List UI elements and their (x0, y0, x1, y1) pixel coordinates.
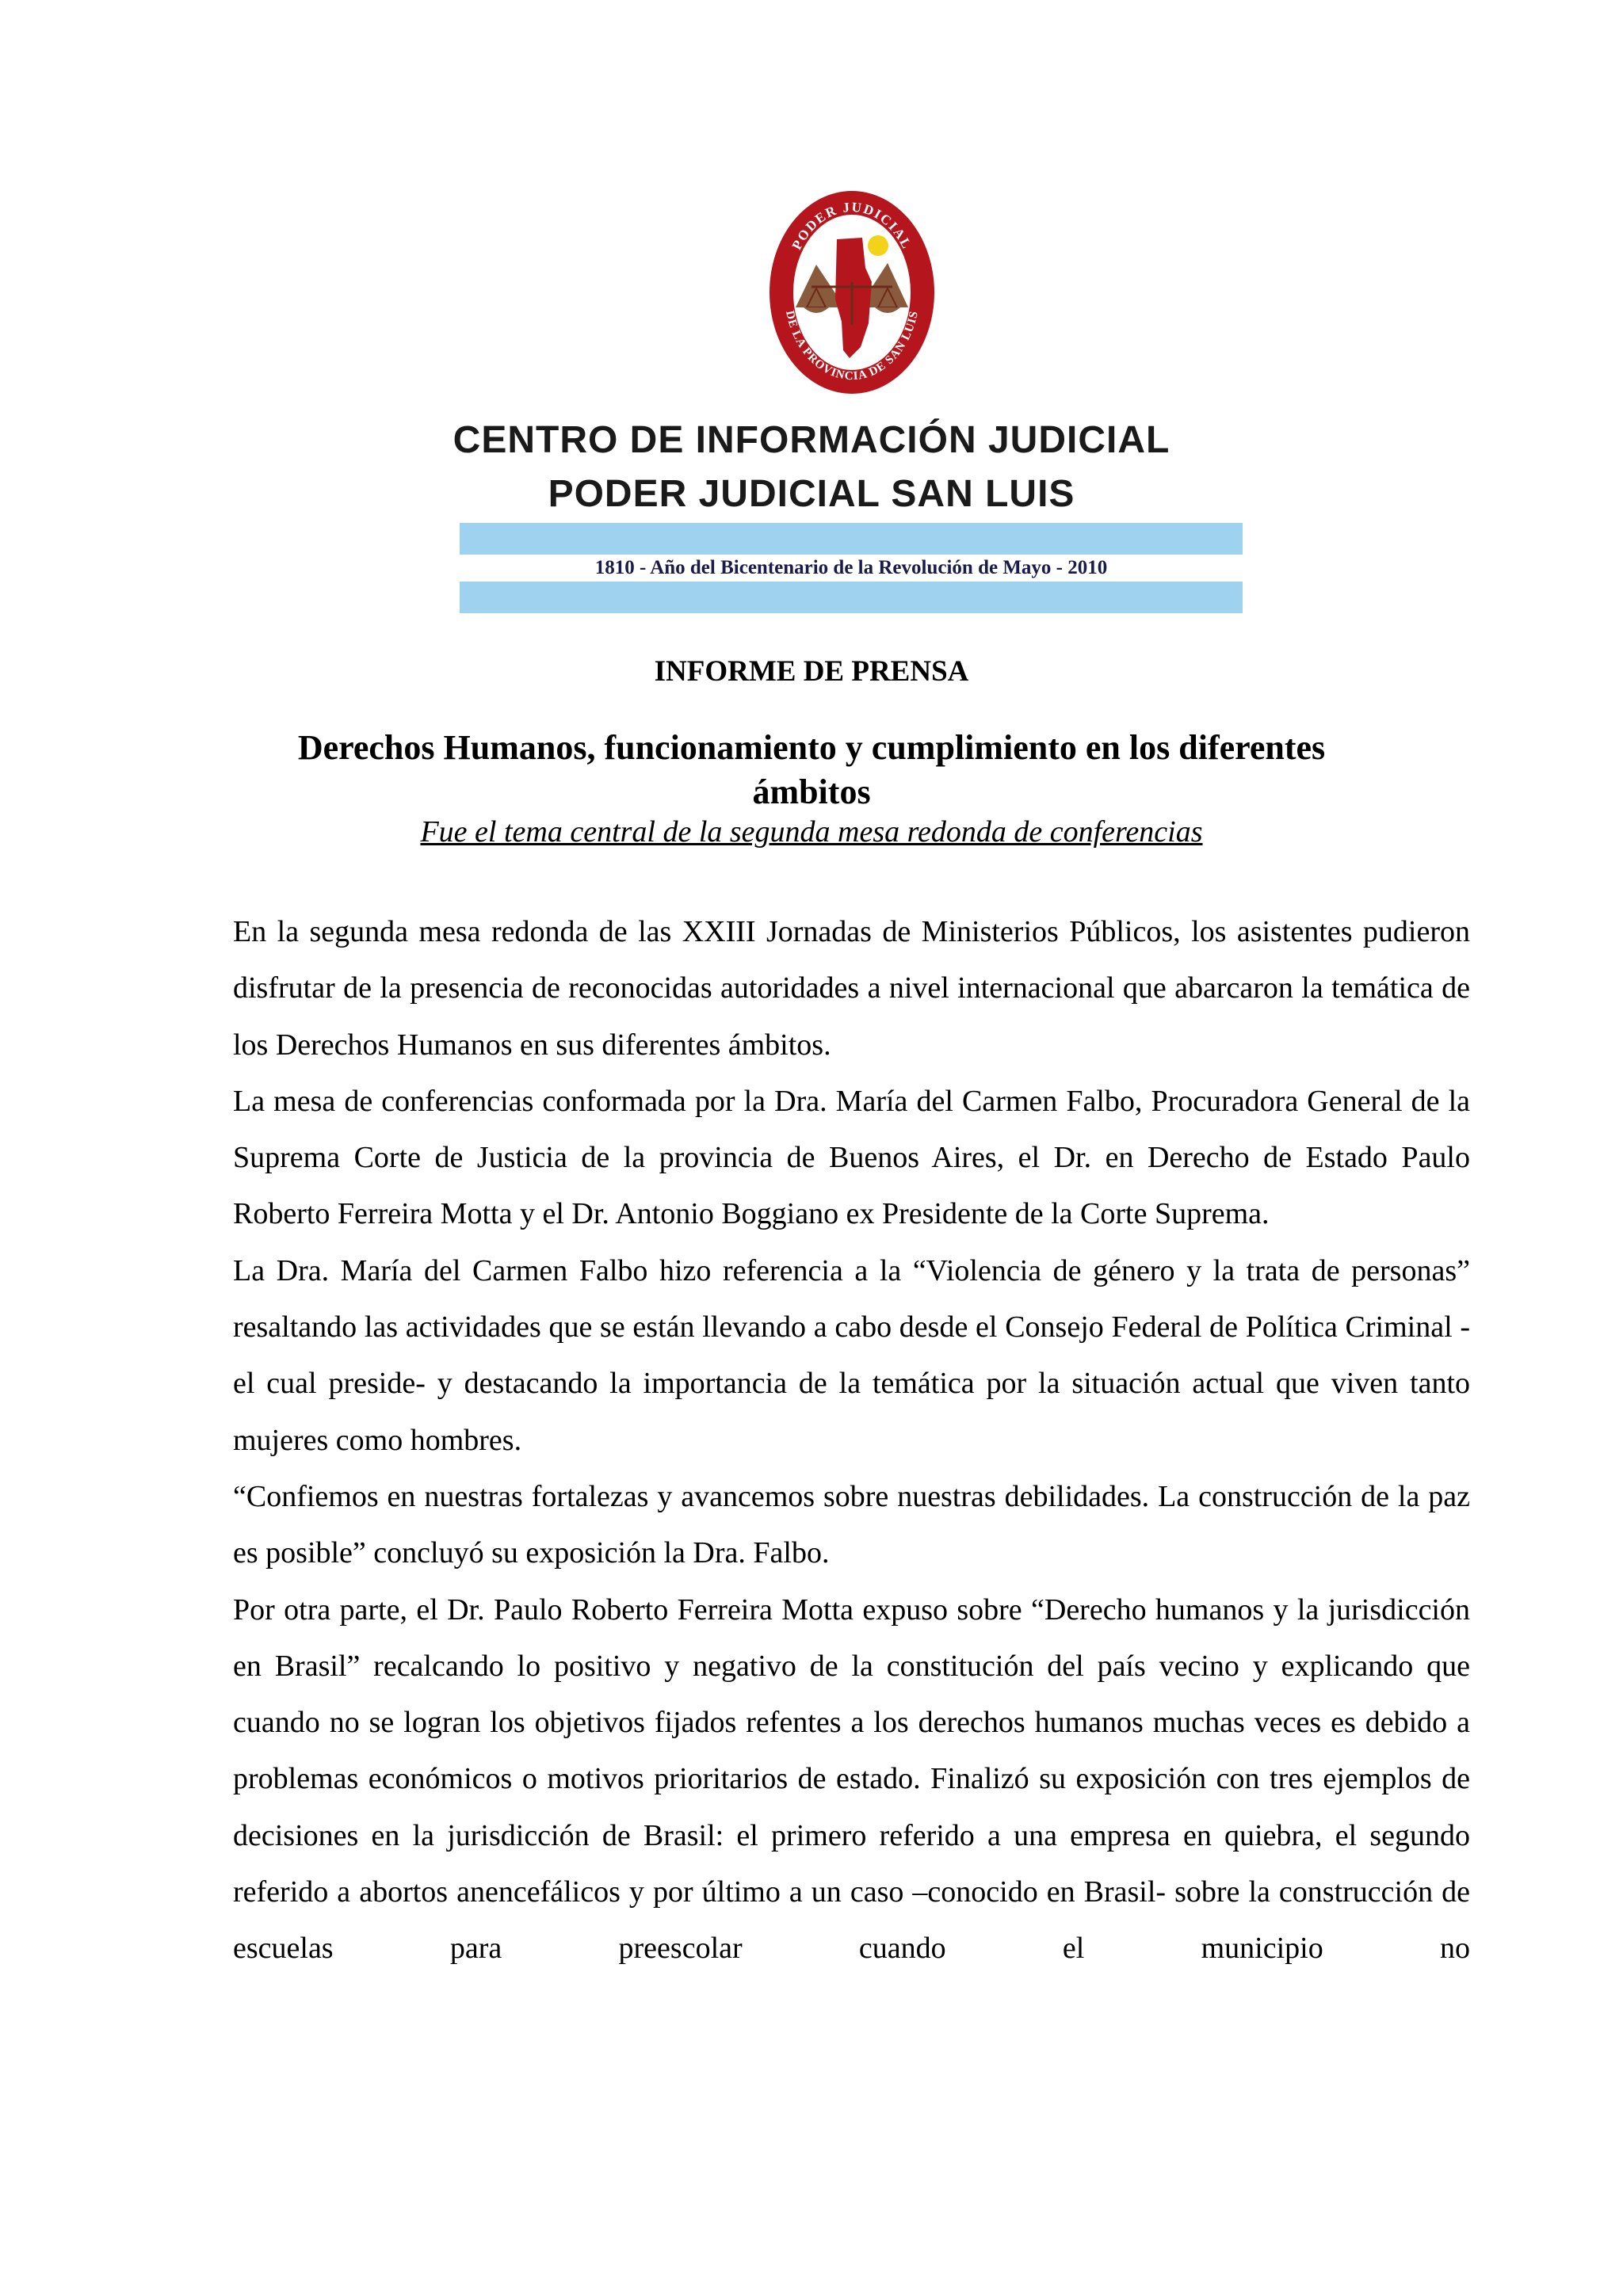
center-title-line2: PODER JUDICIAL SAN LUIS (548, 473, 1075, 515)
body-paragraph: Por otra parte, el Dr. Paulo Roberto Ferreira Motta expuso sobre “Derecho humanos y la jurisdicción en Brasil” recalcando lo positivo y negativo de la constitución del país vecino y explicando que cuando no se logran los objetivos fijados refentes a los derechos humanos muchas veces es debido a problemas económicos o motivos prioritarios de estado. Finalizó su exposición con tres ejemplos de decisiones en la jurisdicción de Brasil: el primero referido a una empresa en quiebra, el segundo referido a abortos anencefálicos y por último a un caso –conocido en Brasil- sobre la construcción de escuelas para preescolar cuando el municipio no (233, 1592, 1470, 1966)
center-title-line1: CENTRO DE INFORMACIÓN JUDICIAL (453, 419, 1170, 461)
article-body (233, 904, 1470, 1978)
body-paragraph: La mesa de conferencias conformada por la Dra. María del Carmen Falbo, Procuradora General de la Suprema Corte de Justicia de la provincia de Buenos Aires, el Dr. en Derecho de Estado Paulo Roberto Ferreira Motta y el Dr. Antonio Boggiano ex Presidente de la Corte Suprema. (233, 1084, 1470, 1231)
flag-band-bottom (460, 582, 1243, 613)
body-paragraph: En la segunda mesa redonda de las XXIII Jornadas de Ministerios Públicos, los asistentes pudieron disfrutar de la presencia de reconocidas autoridades a nivel internacional que abarcaron la temática de los Derechos Humanos en sus diferentes ámbitos. (233, 915, 1470, 1062)
body-paragraph: “Confiemos en nuestras fortalezas y avancemos sobre nuestras debilidades. La construcción de la paz es posible” concluyó su exposición la Dra. Falbo. (233, 1479, 1470, 1570)
poder-judicial-seal-logo (767, 189, 937, 396)
subheadline: Fue el tema central de la segunda mesa redonda de conferencias (420, 815, 1203, 849)
press-release-kicker: INFORME DE PRENSA (654, 655, 969, 688)
seal-ring-text-bottom: DE LA PROVINCIA DE SAN LUIS (783, 309, 921, 383)
headline: Derechos Humanos, funcionamiento y cumplimiento en los diferentes ámbitos (297, 728, 1326, 811)
body-paragraph: La Dra. María del Carmen Falbo hizo referencia a la “Violencia de género y la trata de personas” resaltando las actividades que se están llevando a cabo desde el Consejo Federal de Política Criminal -el cual preside- y destacando la importancia de la temática por la situación actual que viven tanto mujeres como hombres. (233, 1253, 1470, 1457)
bicentenario-band-text: 1810 - Año del Bicentenario de la Revolución de Mayo - 2010 (594, 557, 1108, 578)
flag-band-top (460, 523, 1243, 555)
seal-ring-text-top: PODER JUDICIAL (789, 199, 915, 253)
